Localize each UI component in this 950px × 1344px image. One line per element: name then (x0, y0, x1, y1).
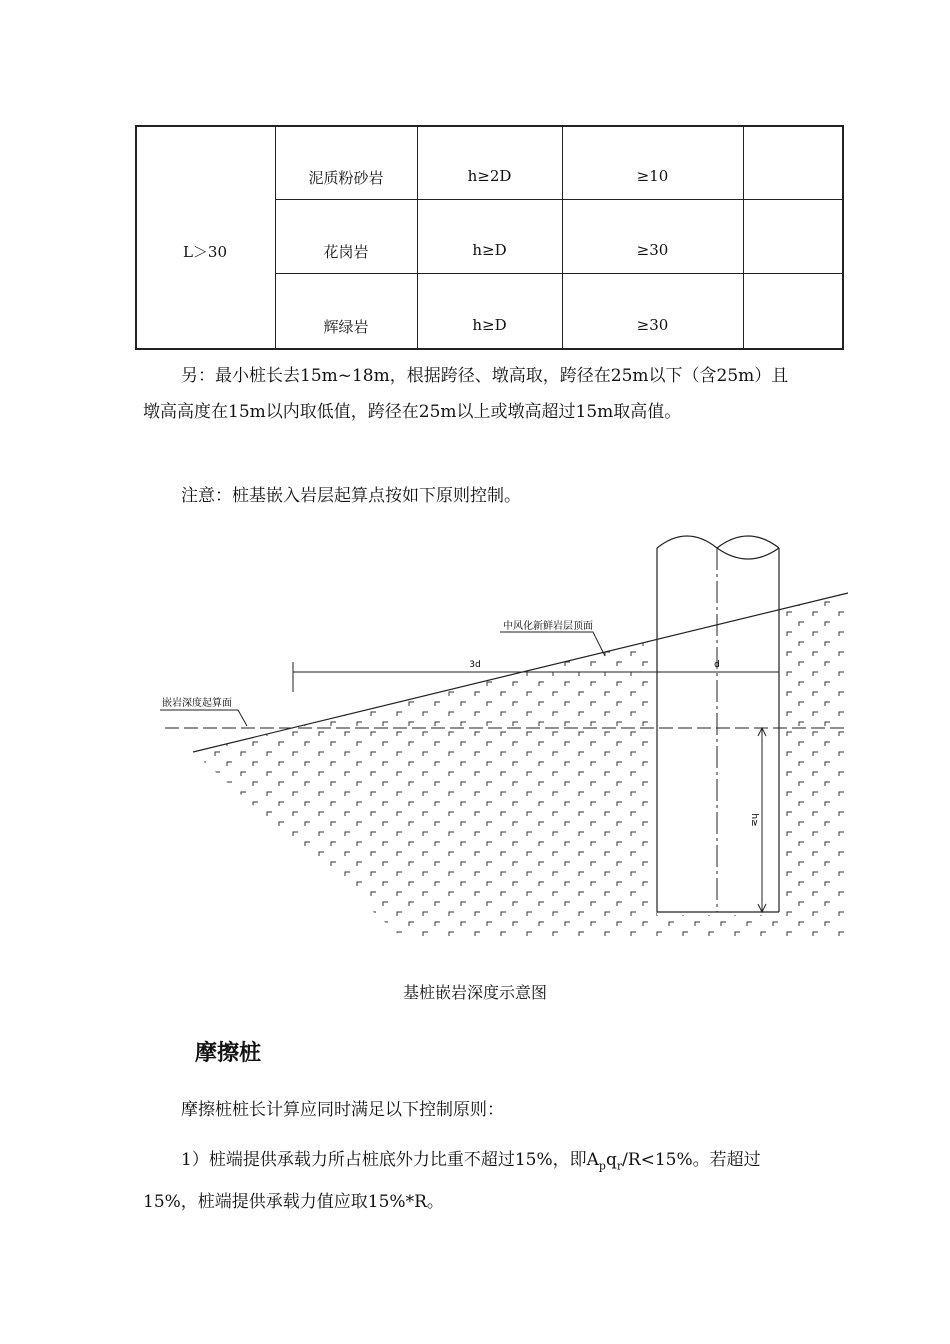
table-row-line (275, 273, 842, 274)
table-cell-strength: ≥30 (636, 316, 669, 334)
table-col-line (743, 125, 744, 348)
table-cell-depth: h≥2D (467, 167, 512, 185)
rule-1-sub-p: p (598, 1159, 606, 1173)
table-col-line (275, 125, 276, 348)
paragraph-friction-intro: 摩擦桩桩长计算应同时满足以下控制原则： (181, 1100, 504, 1120)
paragraph-note: 注意：桩基嵌入岩层起算点按如下原则控制。 (181, 486, 521, 506)
rock-socket-table (135, 125, 842, 348)
table-col-line (417, 125, 418, 348)
label-d: d (714, 660, 720, 670)
table-row-line (275, 199, 842, 200)
paragraph-min-pile-length: 另：最小桩长去15m~18m，根据跨径、墩高取，跨径在25m以下（含25m）且墩高高度在15m以内取低值，跨径在25m以上或墩高超过15m取高值。 (143, 366, 789, 422)
rule-1-q: q (605, 1150, 617, 1170)
rule-1-text-a: 1）桩端提供承载力所占桩底外力比重不超过15%，即A (181, 1150, 599, 1170)
paragraph-rule-1 (143, 1142, 803, 1220)
table-cell-rock: 泥质粉砂岩 (308, 169, 384, 187)
table-cell-rock: 辉绿岩 (323, 318, 369, 336)
label-rock-top: 中风化新鲜岩层顶面 (503, 621, 593, 632)
table-cell-depth: h≥D (472, 241, 507, 259)
label-3d: 3d (469, 660, 481, 670)
label-h: h≥ (749, 813, 759, 827)
table-cell-rock: 花岗岩 (323, 243, 369, 261)
table-cell-depth: h≥D (472, 316, 507, 334)
rule-1-text-b: /R<15%。若超过15%，桩端提供承载力值应取15%*R。 (143, 1150, 761, 1213)
table-cell-strength: ≥10 (636, 167, 669, 185)
rock-socket-diagram (160, 530, 850, 950)
section-title: 摩擦桩 (195, 1041, 262, 1066)
leader-rock-top (500, 632, 605, 656)
table-col-line (562, 125, 563, 348)
table-cell-strength: ≥30 (636, 241, 669, 259)
rule-1-sub-r: r (616, 1159, 623, 1173)
label-start-plane: 嵌岩深度起算面 (162, 698, 232, 709)
leader-start-plane (160, 710, 247, 726)
table-group-label: L＞30 (182, 243, 228, 261)
rock-hatch (160, 530, 850, 950)
figure-caption: 基桩嵌岩深度示意图 (402, 983, 547, 1002)
